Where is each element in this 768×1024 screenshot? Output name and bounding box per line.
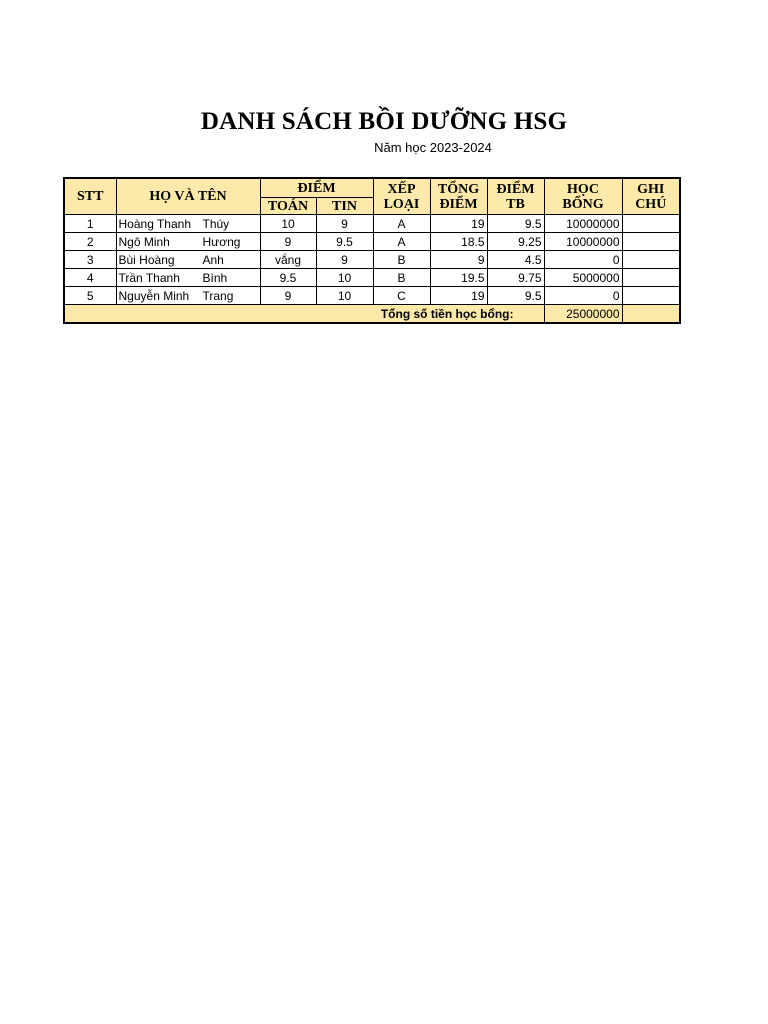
cell-avg: 9.5 [487, 287, 544, 305]
col-avg: ĐIỂM TB [487, 178, 544, 215]
cell-stt: 5 [64, 287, 116, 305]
cell-scholarship: 0 [544, 287, 622, 305]
cell-math: 9.5 [260, 269, 316, 287]
cell-total: 19.5 [430, 269, 487, 287]
cell-scholarship: 10000000 [544, 233, 622, 251]
cell-surname: Hoàng Thanh [118, 216, 192, 231]
cell-scholarship: 0 [544, 251, 622, 269]
cell-total: 9 [430, 251, 487, 269]
table-row [64, 233, 680, 251]
cell-stt: 2 [64, 233, 116, 251]
cell-math: vắng [260, 251, 316, 269]
cell-it: 10 [316, 287, 373, 305]
cell-name [116, 287, 260, 305]
total-label: Tổng số tiền học bổng: [64, 305, 544, 324]
document-title: DANH SÁCH BỒI DƯỠNG HSG [200, 108, 568, 135]
cell-math: 9 [260, 233, 316, 251]
cell-total: 19 [430, 215, 487, 233]
cell-rank: C [373, 287, 430, 305]
cell-given-name: Thúy [202, 216, 230, 231]
cell-avg: 9.75 [487, 269, 544, 287]
cell-stt: 1 [64, 215, 116, 233]
cell-note [622, 269, 680, 287]
cell-given-name: Anh [202, 252, 224, 267]
cell-stt: 3 [64, 251, 116, 269]
cell-note [622, 251, 680, 269]
cell-scholarship: 5000000 [544, 269, 622, 287]
cell-rank: A [373, 233, 430, 251]
cell-stt: 4 [64, 269, 116, 287]
cell-name [116, 215, 260, 233]
cell-given-name: Bình [202, 270, 228, 285]
table-row [64, 269, 680, 287]
cell-rank: A [373, 215, 430, 233]
table-row [64, 287, 680, 305]
cell-total: 18.5 [430, 233, 487, 251]
cell-surname: Bùi Hoàng [118, 252, 175, 267]
cell-surname: Ngô Minh [118, 234, 170, 249]
col-scholarship: HỌC BỔNG [544, 178, 622, 215]
cell-avg: 9.25 [487, 233, 544, 251]
cell-note [622, 287, 680, 305]
cell-note [622, 215, 680, 233]
total-value: 25000000 [544, 305, 622, 324]
cell-it: 9 [316, 215, 373, 233]
cell-name [116, 233, 260, 251]
col-scores: ĐIỂM [260, 178, 373, 198]
student-table [63, 177, 681, 324]
cell-note [622, 233, 680, 251]
cell-name [116, 269, 260, 287]
cell-math: 10 [260, 215, 316, 233]
col-name: HỌ VÀ TÊN [116, 178, 260, 215]
cell-rank: B [373, 251, 430, 269]
cell-rank: B [373, 269, 430, 287]
cell-avg: 9.5 [487, 215, 544, 233]
school-year: Năm học 2023-2024 [374, 140, 492, 155]
total-note [622, 305, 680, 324]
col-math: TOÁN [260, 198, 316, 215]
cell-total: 19 [430, 287, 487, 305]
col-total: TỔNG ĐIỂM [430, 178, 487, 215]
col-it: TIN [316, 198, 373, 215]
cell-it: 9 [316, 251, 373, 269]
col-rank: XẾP LOẠI [373, 178, 430, 215]
table-row [64, 215, 680, 233]
cell-it: 9.5 [316, 233, 373, 251]
cell-given-name: Hương [202, 234, 241, 249]
cell-given-name: Trang [202, 288, 234, 303]
cell-math: 9 [260, 287, 316, 305]
table-row [64, 251, 680, 269]
cell-scholarship: 10000000 [544, 215, 622, 233]
col-stt: STT [64, 178, 116, 215]
cell-surname: Nguyễn Minh [118, 288, 190, 303]
cell-surname: Trần Thanh [118, 270, 180, 285]
cell-name [116, 251, 260, 269]
cell-avg: 4.5 [487, 251, 544, 269]
cell-it: 10 [316, 269, 373, 287]
total-row [64, 305, 680, 324]
col-note: GHI CHÚ [622, 178, 680, 215]
